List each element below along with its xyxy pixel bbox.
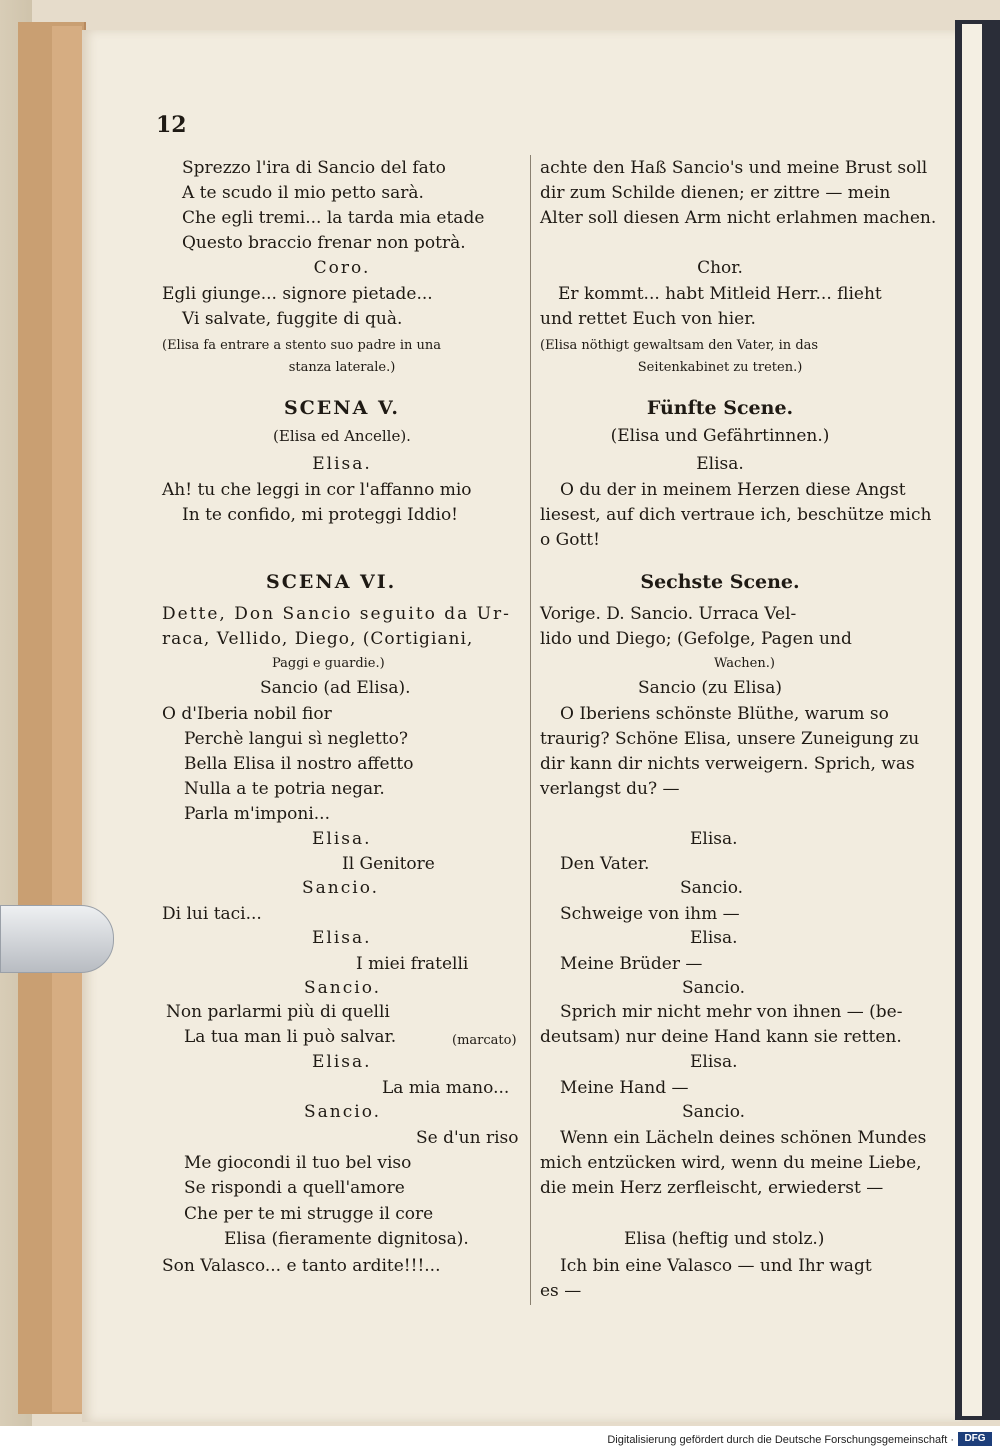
- stage-direction: (Elisa fa entrare a stento suo padre in una: [162, 338, 442, 353]
- text-line: Questo braccio frenar non potrà.: [182, 233, 466, 253]
- speaker-label: Elisa.: [312, 1052, 372, 1072]
- dfg-logo: DFG: [958, 1432, 992, 1446]
- text-line: die mein Herz zerfleischt, erwiederst —: [540, 1178, 884, 1198]
- stage-direction: stanza laterale.): [288, 360, 396, 375]
- text-line: Meine Brüder —: [560, 954, 703, 974]
- speaker-label: Elisa.: [690, 829, 738, 849]
- text-line: mich entzücken wird, wenn du meine Liebe,: [540, 1153, 922, 1173]
- text-line: Er kommt... habt Mitleid Herr... flieht: [558, 284, 882, 304]
- text-line: O du der in meinem Herzen diese Angst: [560, 480, 906, 500]
- text-line: Alter soll diesen Arm nicht erlahmen machen.: [540, 208, 937, 228]
- speaker-label: Sancio.: [304, 1102, 382, 1122]
- text-line: Sprich mir nicht mehr von ihnen — (be-: [560, 1002, 903, 1022]
- page-number: 12: [156, 112, 187, 138]
- text-line: Sprezzo l'ira di Sancio del fato: [182, 158, 446, 178]
- speaker-label: Elisa.: [312, 829, 372, 849]
- text-line: Schweige von ihm —: [560, 904, 740, 924]
- text-line: dir zum Schilde dienen; er zittre — mein: [540, 183, 891, 203]
- text-line: Non parlarmi più di quelli: [166, 1002, 390, 1022]
- footer-bar: [0, 1426, 1000, 1452]
- text-line: Che egli tremi... la tarda mia etade: [182, 208, 485, 228]
- stage-direction: (Elisa ed Ancelle).: [273, 427, 411, 445]
- text-line: La mia mano...: [382, 1078, 510, 1098]
- scene-heading: Fünfte Scene.: [646, 397, 794, 419]
- speaker-label: Coro.: [313, 258, 371, 278]
- page-clip: [0, 905, 114, 973]
- text-line: La tua man li può salvar.: [184, 1027, 397, 1047]
- stage-direction: Paggi e guardie.): [272, 656, 385, 671]
- text-line: Bella Elisa il nostro affetto: [184, 754, 414, 774]
- column-divider: [530, 155, 531, 1305]
- stage-direction: (Elisa und Gefährtinnen.): [610, 426, 830, 446]
- text-line: Me giocondi il tuo bel viso: [184, 1153, 412, 1173]
- text-line: Son Valasco... e tanto ardite!!!...: [162, 1256, 441, 1276]
- text-line: Meine Hand —: [560, 1078, 689, 1098]
- speaker-label: Elisa.: [690, 928, 738, 948]
- text-line: und rettet Euch von hier.: [540, 309, 756, 329]
- text-line: Dette, Don Sancio seguito da Ur-: [162, 604, 511, 624]
- text-line: Nulla a te potria negar.: [184, 779, 385, 799]
- speaker-label: Sancio.: [682, 1102, 746, 1122]
- text-line: Ich bin eine Valasco — und Ihr wagt: [560, 1256, 872, 1276]
- text-line: Vi salvate, fuggite di quà.: [182, 309, 403, 329]
- text-line: Di lui taci...: [162, 904, 262, 924]
- page-fore-edge: [962, 24, 982, 1416]
- text-line: deutsam) nur deine Hand kann sie retten.: [540, 1027, 902, 1047]
- speaker-label: Sancio (ad Elisa).: [260, 678, 411, 698]
- stage-direction: (marcato): [452, 1033, 517, 1048]
- speaker-label: Sancio.: [304, 978, 382, 998]
- text-line: es —: [540, 1281, 582, 1301]
- text-line: Se d'un riso: [416, 1128, 519, 1148]
- stage-direction: Wachen.): [714, 656, 775, 671]
- text-line: liesest, auf dich vertraue ich, beschütze mich: [540, 505, 932, 525]
- text-line: I miei fratelli: [356, 954, 469, 974]
- page-stack-edge: [52, 26, 82, 1412]
- speaker-label: Elisa (heftig und stolz.): [624, 1229, 825, 1249]
- scene-heading: SCENA V.: [283, 397, 401, 419]
- text-line: O d'Iberia nobil fior: [162, 704, 332, 724]
- text-line: traurig? Schöne Elisa, unsere Zuneigung zu: [540, 729, 920, 749]
- stage-direction: (Elisa nöthigt gewaltsam den Vater, in das: [540, 338, 819, 353]
- speaker-label: Sancio.: [682, 978, 746, 998]
- text-line: dir kann dir nichts verweigern. Sprich, was: [540, 754, 915, 774]
- text-line: In te confido, mi proteggi Iddio!: [182, 505, 459, 525]
- stage-direction: Seitenkabinet zu treten.): [637, 360, 803, 375]
- funding-notice: Digitalisierung gefördert durch die Deutsche Forschungsgemeinschaft ·: [607, 1434, 954, 1446]
- speaker-label: Sancio.: [302, 878, 380, 898]
- scene-heading: SCENA VI.: [266, 571, 397, 593]
- speaker-label: Elisa (fieramente dignitosa).: [224, 1229, 469, 1249]
- speaker-label: Elisa.: [312, 928, 372, 948]
- text-line: O Iberiens schönste Blüthe, warum so: [560, 704, 889, 724]
- text-line: Se rispondi a quell'amore: [184, 1178, 405, 1198]
- text-line: Den Vater.: [560, 854, 650, 874]
- text-line: Wenn ein Lächeln deines schönen Mundes: [560, 1128, 927, 1148]
- speaker-label: Sancio.: [680, 878, 744, 898]
- text-line: verlangst du? —: [540, 779, 680, 799]
- text-line: Egli giunge... signore pietade...: [162, 284, 433, 304]
- text-line: Il Genitore: [342, 854, 435, 874]
- speaker-label: Chor.: [697, 258, 743, 278]
- text-line: Perchè langui sì negletto?: [184, 729, 408, 749]
- text-line: A te scudo il mio petto sarà.: [182, 183, 424, 203]
- scene-heading: Sechste Scene.: [640, 571, 800, 593]
- text-line: achte den Haß Sancio's und meine Brust soll: [540, 158, 928, 178]
- text-line: Parla m'imponi...: [184, 804, 330, 824]
- speaker-label: Elisa.: [690, 1052, 738, 1072]
- text-line: Vorige. D. Sancio. Urraca Vel-: [540, 604, 797, 624]
- text-line: Che per te mi strugge il core: [184, 1204, 434, 1224]
- text-line: lido und Diego; (Gefolge, Pagen und: [540, 629, 852, 649]
- speaker-label: Sancio (zu Elisa): [638, 678, 783, 698]
- speaker-label: Elisa.: [696, 454, 744, 474]
- speaker-label: Elisa.: [312, 454, 372, 474]
- text-line: o Gott!: [540, 530, 600, 550]
- text-line: Ah! tu che leggi in cor l'affanno mio: [162, 480, 472, 500]
- text-line: raca, Vellido, Diego, (Cortigiani,: [162, 629, 474, 649]
